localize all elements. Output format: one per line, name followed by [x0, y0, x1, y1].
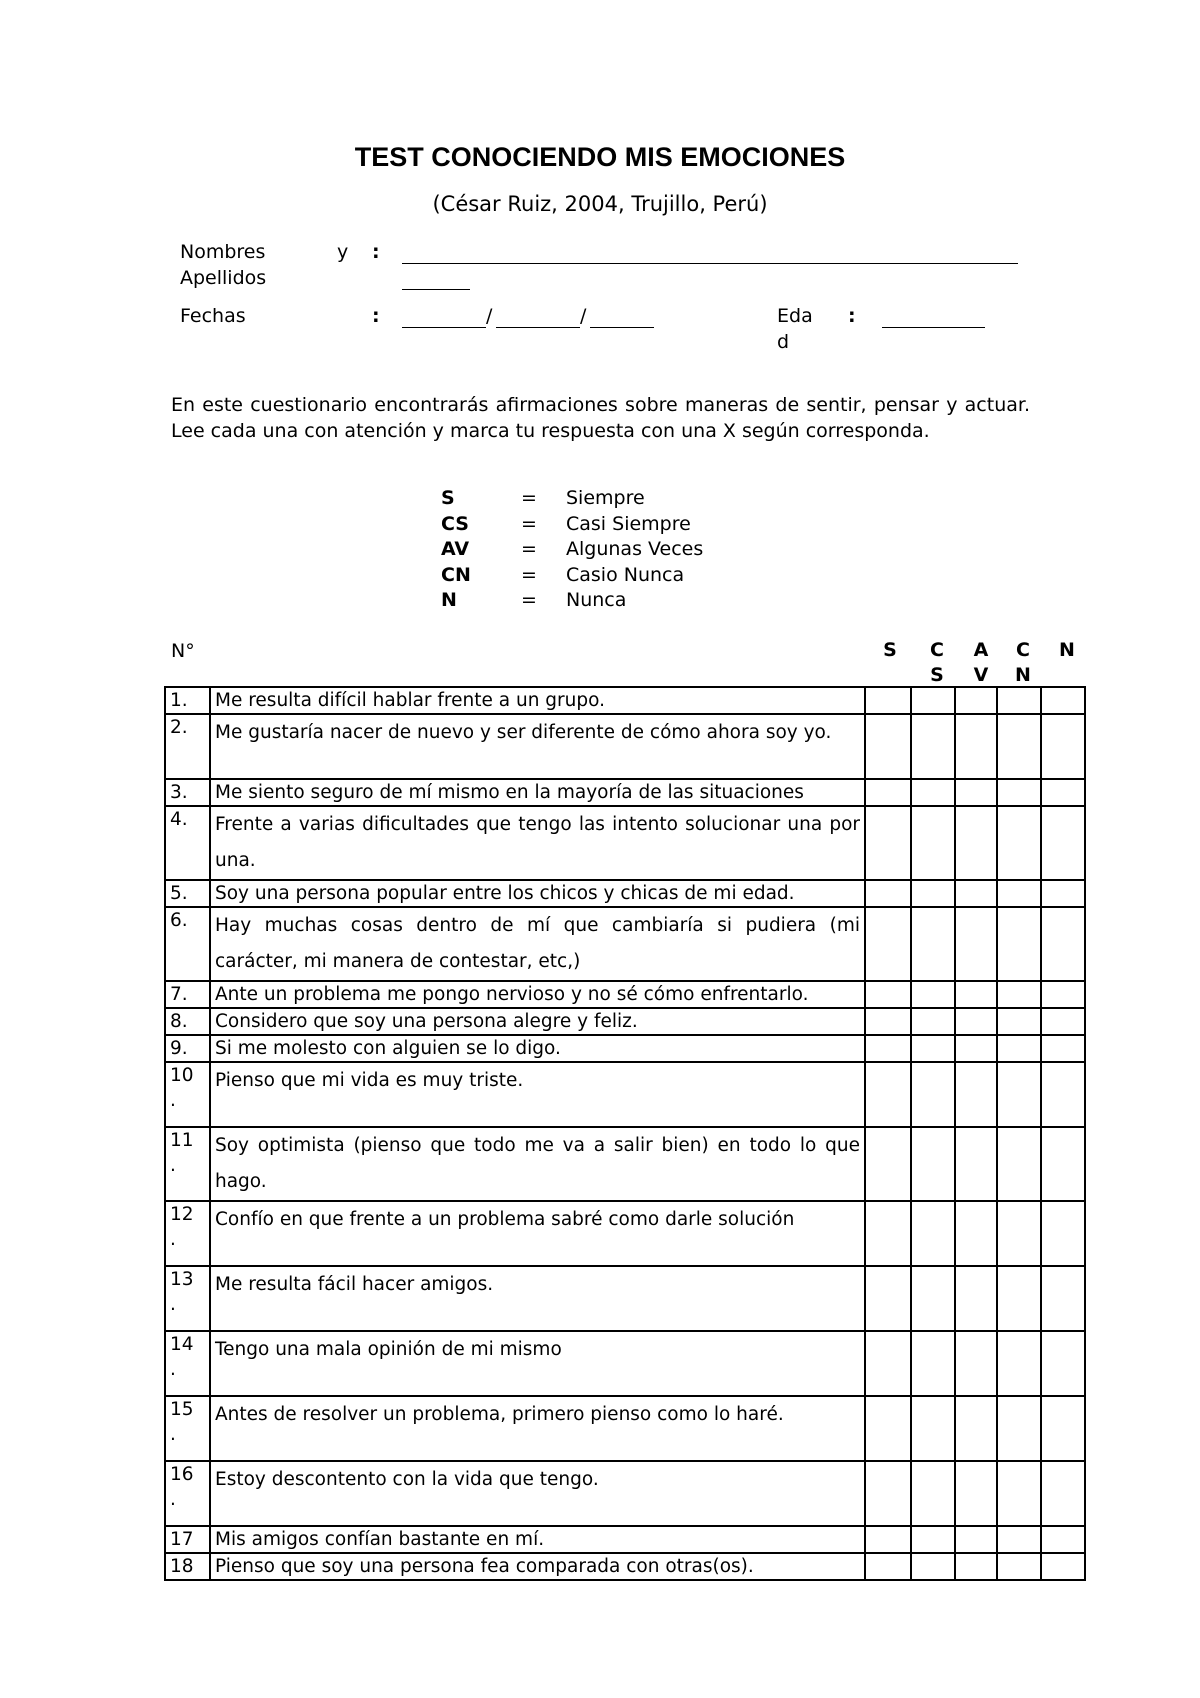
name-label-y: y: [337, 241, 349, 263]
age-field[interactable]: [882, 327, 985, 328]
answer-cell-cs[interactable]: [911, 981, 955, 1008]
answer-cell-n[interactable]: [1041, 981, 1085, 1008]
legend-equals: =: [521, 512, 537, 535]
date-day-field[interactable]: [402, 327, 486, 328]
item-number-line1: 3.: [170, 782, 188, 803]
column-header-line1: C: [1016, 639, 1030, 661]
answer-cell-cn[interactable]: [997, 1461, 1041, 1526]
answer-cell-av[interactable]: [955, 1396, 997, 1461]
answer-cell-n[interactable]: [1041, 779, 1085, 806]
item-number-line1: 12: [170, 1204, 194, 1225]
date-separator: /: [580, 305, 587, 327]
answer-cell-s[interactable]: [865, 1062, 911, 1127]
item-number-line1: 8.: [170, 1011, 188, 1032]
item-number-line1: 4.: [170, 809, 188, 830]
answer-cell-cs[interactable]: [911, 779, 955, 806]
name-label: Nombres: [180, 241, 266, 263]
answer-cell-cn[interactable]: [997, 981, 1041, 1008]
answer-cell-s[interactable]: [865, 1396, 911, 1461]
name-colon: :: [372, 241, 380, 263]
column-header-cs: [922, 638, 952, 688]
answer-cell-n[interactable]: [1041, 1396, 1085, 1461]
answer-cell-n[interactable]: [1041, 806, 1085, 880]
answer-cell-av[interactable]: [955, 1266, 997, 1331]
answer-cell-av[interactable]: [955, 1526, 997, 1553]
answer-cell-cs[interactable]: [911, 687, 955, 714]
column-header-line1: S: [883, 639, 897, 661]
answer-cell-av[interactable]: [955, 1008, 997, 1035]
answer-cell-cn[interactable]: [997, 1266, 1041, 1331]
answer-cell-n[interactable]: [1041, 687, 1085, 714]
answer-cell-cs[interactable]: [911, 1266, 955, 1331]
table-row: [165, 1266, 1085, 1331]
answer-cell-cs[interactable]: [911, 1526, 955, 1553]
answer-cell-s[interactable]: [865, 1127, 911, 1201]
answer-cell-cs[interactable]: [911, 806, 955, 880]
answer-cell-av[interactable]: [955, 779, 997, 806]
item-number-line1: 11: [170, 1130, 194, 1151]
answer-cell-cs[interactable]: [911, 1201, 955, 1266]
answer-cell-cs[interactable]: [911, 1461, 955, 1526]
answer-cell-s[interactable]: [865, 1331, 911, 1396]
answer-cell-cn[interactable]: [997, 1396, 1041, 1461]
item-number-line1: 2.: [170, 717, 188, 738]
item-statement: Si me molesto con alguien se lo digo.: [210, 1035, 865, 1062]
answer-cell-s[interactable]: [865, 779, 911, 806]
table-row: [165, 1331, 1085, 1396]
answer-cell-n[interactable]: [1041, 907, 1085, 981]
answer-cell-av[interactable]: [955, 981, 997, 1008]
item-statement: Tengo una mala opinión de mi mismo: [210, 1331, 865, 1396]
column-header-line2: S: [930, 664, 944, 686]
table-row: [165, 1008, 1085, 1035]
answer-cell-s[interactable]: [865, 1035, 911, 1062]
answer-cell-s[interactable]: [865, 1461, 911, 1526]
answer-cell-cs[interactable]: [911, 1062, 955, 1127]
item-number: [165, 687, 210, 714]
column-header-cn: [1008, 638, 1038, 688]
answer-cell-av[interactable]: [955, 1461, 997, 1526]
item-number-line2: .: [170, 1489, 176, 1510]
answer-cell-cn[interactable]: [997, 1553, 1041, 1580]
item-statement: Ante un problema me pongo nervioso y no sé cómo enfrentarlo.: [210, 981, 865, 1008]
table-row: [165, 1035, 1085, 1062]
answer-cell-cn[interactable]: [997, 779, 1041, 806]
table-row: [165, 1553, 1085, 1580]
item-statement: Pienso que soy una persona fea comparada con otras(os).: [210, 1553, 865, 1580]
item-number: [165, 1553, 210, 1580]
answer-cell-cn[interactable]: [997, 687, 1041, 714]
item-number-line1: 5.: [170, 883, 188, 904]
item-statement: Me gustaría nacer de nuevo y ser diferente de cómo ahora soy yo.: [210, 714, 865, 779]
item-statement: Frente a varias dificultades que tengo las intento solucionar una por una.: [210, 806, 865, 880]
answer-cell-cs[interactable]: [911, 907, 955, 981]
date-year-field[interactable]: [590, 327, 654, 328]
legend-code: S: [441, 487, 455, 509]
number-column-header: N°: [171, 640, 195, 662]
answer-cell-n[interactable]: [1041, 1201, 1085, 1266]
answer-cell-n[interactable]: [1041, 1553, 1085, 1580]
date-colon: :: [372, 305, 380, 327]
table-row: [165, 1062, 1085, 1127]
item-number: [165, 1266, 210, 1331]
table-row: [165, 1461, 1085, 1526]
item-statement: Soy una persona popular entre los chicos y chicas de mi edad.: [210, 880, 865, 907]
item-number-line1: 18: [170, 1556, 194, 1577]
answer-cell-s[interactable]: [865, 981, 911, 1008]
item-number-line2: .: [170, 1229, 176, 1250]
table-row: [165, 1201, 1085, 1266]
item-number: [165, 1201, 210, 1266]
table-row: [165, 806, 1085, 880]
table-row: [165, 1127, 1085, 1201]
answer-cell-cs[interactable]: [911, 1331, 955, 1396]
column-header-s: [875, 638, 905, 663]
answer-cell-s[interactable]: [865, 1526, 911, 1553]
item-statement: Hay muchas cosas dentro de mí que cambiaría si pudiera (mi carácter, mi manera de contestar, etc,): [210, 907, 865, 981]
answer-cell-s[interactable]: [865, 687, 911, 714]
legend-equals: =: [521, 563, 537, 586]
legend-code: AV: [441, 538, 470, 560]
answer-cell-s[interactable]: [865, 714, 911, 779]
answer-cell-av[interactable]: [955, 1127, 997, 1201]
item-number-line1: 13: [170, 1269, 194, 1290]
answer-cell-n[interactable]: [1041, 1331, 1085, 1396]
legend-meaning: Siempre: [566, 487, 645, 509]
answer-cell-cs[interactable]: [911, 714, 955, 779]
legend-meaning: Casio Nunca: [566, 563, 685, 586]
legend-code: N: [441, 589, 457, 611]
answer-cell-n[interactable]: [1041, 880, 1085, 907]
answer-cell-s[interactable]: [865, 907, 911, 981]
answer-cell-cs[interactable]: [911, 1553, 955, 1580]
instructions-paragraph: En este cuestionario encontrarás afirmaciones sobre maneras de sentir, pensar y actuar. Lee cada una con atención y marca tu respuesta con una X según corresponda.: [171, 394, 1030, 442]
item-statement: Confío en que frente a un problema sabré como darle solución: [210, 1201, 865, 1266]
item-number: [165, 1331, 210, 1396]
answer-cell-cn[interactable]: [997, 1008, 1041, 1035]
item-number-line1: 17: [170, 1529, 194, 1550]
item-number-line1: 15: [170, 1399, 194, 1420]
item-number: [165, 880, 210, 907]
answer-cell-cn[interactable]: [997, 880, 1041, 907]
answer-cell-cn[interactable]: [997, 1526, 1041, 1553]
answer-cell-av[interactable]: [955, 880, 997, 907]
legend-equals: =: [521, 487, 537, 509]
item-number: [165, 806, 210, 880]
answer-cell-cn[interactable]: [997, 1201, 1041, 1266]
item-number: [165, 779, 210, 806]
legend-meaning: Algunas Veces: [566, 538, 704, 560]
item-number-line1: 14: [170, 1334, 194, 1355]
answer-cell-n[interactable]: [1041, 1008, 1085, 1035]
answer-cell-n[interactable]: [1041, 714, 1085, 779]
item-statement: Me resulta fácil hacer amigos.: [210, 1266, 865, 1331]
item-statement: Me siento seguro de mí mismo en la mayoría de las situaciones: [210, 779, 865, 806]
item-statement: Considero que soy una persona alegre y feliz.: [210, 1008, 865, 1035]
answer-cell-cn[interactable]: [997, 1062, 1041, 1127]
answer-cell-cs[interactable]: [911, 1127, 955, 1201]
column-header-line2: V: [973, 664, 989, 686]
legend-meaning: Casi Siempre: [566, 512, 691, 535]
item-statement: Me resulta difícil hablar frente a un grupo.: [210, 687, 865, 714]
answer-cell-av[interactable]: [955, 1201, 997, 1266]
answer-cell-cn[interactable]: [997, 714, 1041, 779]
answer-cell-n[interactable]: [1041, 1062, 1085, 1127]
item-number-line1: 9.: [170, 1038, 188, 1059]
answer-cell-n[interactable]: [1041, 1526, 1085, 1553]
answer-cell-cn[interactable]: [997, 806, 1041, 880]
answer-cell-s[interactable]: [865, 806, 911, 880]
legend-meaning: Nunca: [566, 589, 627, 611]
answer-cell-cn[interactable]: [997, 1331, 1041, 1396]
age-colon: :: [848, 305, 856, 327]
item-number-line1: 1.: [170, 690, 188, 711]
answer-cell-cs[interactable]: [911, 1035, 955, 1062]
item-statement: Antes de resolver un problema, primero pienso como lo haré.: [210, 1396, 865, 1461]
table-row: [165, 1526, 1085, 1553]
item-number: [165, 1035, 210, 1062]
answer-cell-s[interactable]: [865, 880, 911, 907]
column-header-n: [1052, 638, 1082, 663]
item-statement: Estoy descontento con la vida que tengo.: [210, 1461, 865, 1526]
page-title: TEST CONOCIENDO MIS EMOCIONES: [354, 142, 846, 172]
answer-cell-n[interactable]: [1041, 1035, 1085, 1062]
age-label-2: d: [777, 331, 790, 353]
item-number: [165, 907, 210, 981]
answer-cell-cs[interactable]: [911, 1396, 955, 1461]
item-number: [165, 1127, 210, 1201]
legend-equals: =: [521, 589, 537, 611]
table-row: [165, 880, 1085, 907]
answer-cell-av[interactable]: [955, 714, 997, 779]
table-row: [165, 981, 1085, 1008]
answer-cell-cn[interactable]: [997, 1127, 1041, 1201]
column-header-av: [966, 638, 996, 688]
table-row: [165, 779, 1085, 806]
item-number: [165, 1461, 210, 1526]
legend-code: CN: [441, 563, 471, 586]
answer-cell-s[interactable]: [865, 1553, 911, 1580]
item-number-line2: .: [170, 1359, 176, 1380]
answer-cell-cn[interactable]: [997, 907, 1041, 981]
answer-cell-s[interactable]: [865, 1008, 911, 1035]
answer-cell-n[interactable]: [1041, 1266, 1085, 1331]
age-label: Eda: [777, 305, 813, 327]
date-month-field[interactable]: [496, 327, 580, 328]
name-field-line[interactable]: [402, 263, 1018, 264]
item-number: [165, 1062, 210, 1127]
answer-cell-av[interactable]: [955, 907, 997, 981]
answer-cell-n[interactable]: [1041, 1127, 1085, 1201]
table-row: [165, 1396, 1085, 1461]
table-row: [165, 714, 1085, 779]
answer-cell-av[interactable]: [955, 1331, 997, 1396]
answer-cell-cn[interactable]: [997, 1035, 1041, 1062]
answer-cell-av[interactable]: [955, 1553, 997, 1580]
answer-cell-av[interactable]: [955, 806, 997, 880]
answer-cell-n[interactable]: [1041, 1461, 1085, 1526]
item-number-line2: .: [170, 1424, 176, 1445]
item-number: [165, 1008, 210, 1035]
item-number: [165, 714, 210, 779]
item-number-line2: .: [170, 1090, 176, 1111]
item-number: [165, 981, 210, 1008]
answer-cell-av[interactable]: [955, 1062, 997, 1127]
item-number-line2: .: [170, 1155, 176, 1176]
item-number-line1: 7.: [170, 984, 188, 1005]
answer-cell-s[interactable]: [865, 1266, 911, 1331]
questionnaire-table: [164, 686, 1086, 1581]
item-number-line1: 6.: [170, 910, 188, 931]
answer-cell-cs[interactable]: [911, 1008, 955, 1035]
answer-cell-s[interactable]: [865, 1201, 911, 1266]
column-header-line1: A: [973, 639, 989, 661]
date-label: Fechas: [180, 305, 246, 327]
table-row: [165, 687, 1085, 714]
item-statement: Mis amigos confían bastante en mí.: [210, 1526, 865, 1553]
item-number-line2: .: [170, 1294, 176, 1315]
item-statement: Soy optimista (pienso que todo me va a salir bien) en todo lo que hago.: [210, 1127, 865, 1201]
column-header-line2: N: [1015, 664, 1031, 686]
column-header-line1: C: [930, 639, 944, 661]
column-header-line1: N: [1059, 639, 1075, 661]
item-number: [165, 1526, 210, 1553]
legend-equals: =: [521, 538, 537, 560]
name-field-line-continued[interactable]: [402, 289, 470, 290]
item-number-line1: 10: [170, 1065, 194, 1086]
item-number-line1: 16: [170, 1464, 194, 1485]
date-separator: /: [486, 305, 493, 327]
item-statement: Pienso que mi vida es muy triste.: [210, 1062, 865, 1127]
item-number: [165, 1396, 210, 1461]
name-label-2: Apellidos: [180, 267, 267, 289]
table-row: [165, 907, 1085, 981]
answer-cell-av[interactable]: [955, 687, 997, 714]
answer-cell-av[interactable]: [955, 1035, 997, 1062]
page-subtitle: (César Ruiz, 2004, Trujillo, Perú): [432, 192, 768, 216]
answer-cell-cs[interactable]: [911, 880, 955, 907]
legend-code: CS: [441, 512, 469, 535]
